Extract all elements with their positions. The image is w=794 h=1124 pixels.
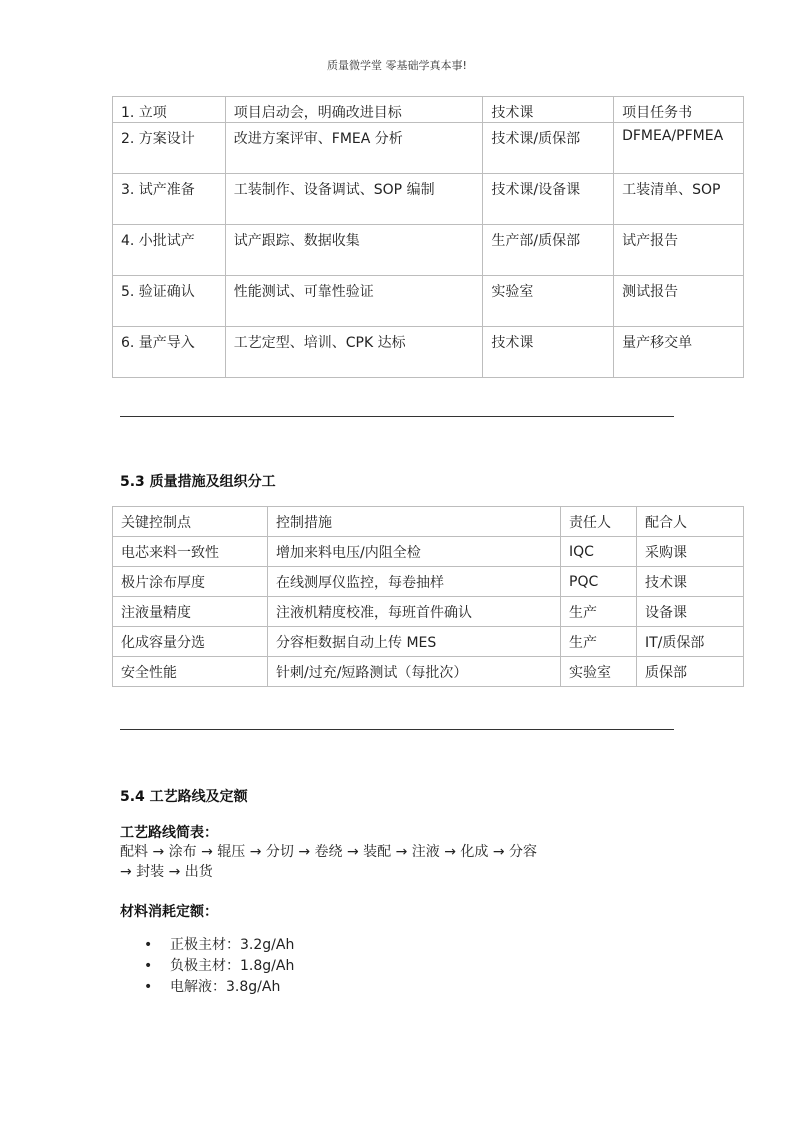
table-cell: 性能测试、可靠性验证 xyxy=(225,276,483,327)
table-cell: 极片涂布厚度 xyxy=(113,567,268,597)
table-cell: 生产 xyxy=(561,627,637,657)
table-cell: 技术课 xyxy=(637,567,744,597)
materials-label: 材料消耗定额： xyxy=(120,904,218,920)
project-plan-table xyxy=(112,96,744,378)
route-label: 工艺路线简表： xyxy=(120,825,218,841)
table-cell: 4. 小批试产 xyxy=(113,225,226,276)
page-header: 质量微学堂 零基础学真本事! xyxy=(327,59,467,72)
table-cell: 试产报告 xyxy=(614,225,744,276)
table-cell: IT/质保部 xyxy=(637,627,744,657)
table-cell: 工装制作、设备调试、SOP 编制 xyxy=(225,174,483,225)
section-divider xyxy=(120,416,674,417)
list-item xyxy=(144,956,295,977)
table-cell: 技术课 xyxy=(483,327,614,378)
table-cell: 注液量精度 xyxy=(113,597,268,627)
table-cell: 针刺/过充/短路测试（每批次） xyxy=(268,657,561,687)
table-cell: 电芯来料一致性 xyxy=(113,537,268,567)
table-cell: 实验室 xyxy=(561,657,637,687)
table-cell: 采购课 xyxy=(637,537,744,567)
list-item xyxy=(144,935,295,956)
process-route xyxy=(120,842,690,882)
table-cell: 安全性能 xyxy=(113,657,268,687)
table-cell: 2. 方案设计 xyxy=(113,123,226,174)
list-item-text: 负极主材：1.8g/Ah xyxy=(170,958,295,974)
column-header: 关键控制点 xyxy=(113,507,268,537)
column-header: 控制措施 xyxy=(268,507,561,537)
table-cell: 试产跟踪、数据收集 xyxy=(225,225,483,276)
list-item xyxy=(144,977,294,998)
table-cell: 测试报告 xyxy=(614,276,744,327)
table-row xyxy=(113,627,744,657)
table-row xyxy=(113,123,744,174)
table-cell: DFMEA/PFMEA xyxy=(614,123,744,174)
table-cell: PQC xyxy=(561,567,637,597)
table-cell: 技术课/质保部 xyxy=(483,123,614,174)
list-item-text: 电解液：3.8g/Ah xyxy=(170,979,281,995)
table-row xyxy=(113,537,744,567)
section-divider xyxy=(120,729,674,730)
table-cell: 改进方案评审、FMEA 分析 xyxy=(225,123,483,174)
section-title-5-3: 5.3 质量措施及组织分工 xyxy=(120,474,276,490)
table-cell: 技术课/设备课 xyxy=(483,174,614,225)
table-cell: 实验室 xyxy=(483,276,614,327)
process-route-line: → 封装 → 出货 xyxy=(120,864,213,880)
table-cell: 注液机精度校准，每班首件确认 xyxy=(268,597,561,627)
table-cell: 量产移交单 xyxy=(614,327,744,378)
table-row xyxy=(113,97,744,123)
table-cell: 分容柜数据自动上传 MES xyxy=(268,627,561,657)
section-title-5-4: 5.4 工艺路线及定额 xyxy=(120,789,248,805)
column-header: 配合人 xyxy=(637,507,744,537)
column-header: 责任人 xyxy=(561,507,637,537)
table-row xyxy=(113,597,744,627)
quality-measures-table xyxy=(112,506,744,687)
table-cell: 化成容量分选 xyxy=(113,627,268,657)
table-cell: IQC xyxy=(561,537,637,567)
process-route-line: 配料 → 涂布 → 辊压 → 分切 → 卷绕 → 装配 → 注液 → 化成 → 分容 xyxy=(120,844,538,860)
table-cell: 项目任务书 xyxy=(614,97,744,123)
table-row xyxy=(113,327,744,378)
table-cell: 增加来料电压/内阻全检 xyxy=(268,537,561,567)
table-header-row xyxy=(113,507,744,537)
table-row xyxy=(113,567,744,597)
table-cell: 质保部 xyxy=(637,657,744,687)
table-cell: 5. 验证确认 xyxy=(113,276,226,327)
table-cell: 生产部/质保部 xyxy=(483,225,614,276)
bullet-icon: • xyxy=(144,979,153,995)
table-cell: 工装清单、SOP xyxy=(614,174,744,225)
table-cell: 生产 xyxy=(561,597,637,627)
table-row xyxy=(113,657,744,687)
table-cell: 在线测厚仪监控，每卷抽样 xyxy=(268,567,561,597)
table-cell: 设备课 xyxy=(637,597,744,627)
list-item-text: 正极主材：3.2g/Ah xyxy=(170,937,295,953)
table-cell: 技术课 xyxy=(483,97,614,123)
table-cell: 工艺定型、培训、CPK 达标 xyxy=(225,327,483,378)
table-cell: 1. 立项 xyxy=(113,97,226,123)
table-row xyxy=(113,225,744,276)
table-row xyxy=(113,174,744,225)
bullet-icon: • xyxy=(144,958,153,974)
bullet-icon: • xyxy=(144,937,153,953)
table-cell: 3. 试产准备 xyxy=(113,174,226,225)
table-cell: 项目启动会，明确改进目标 xyxy=(225,97,483,123)
table-row xyxy=(113,276,744,327)
materials-list xyxy=(120,935,294,998)
table-cell: 6. 量产导入 xyxy=(113,327,226,378)
